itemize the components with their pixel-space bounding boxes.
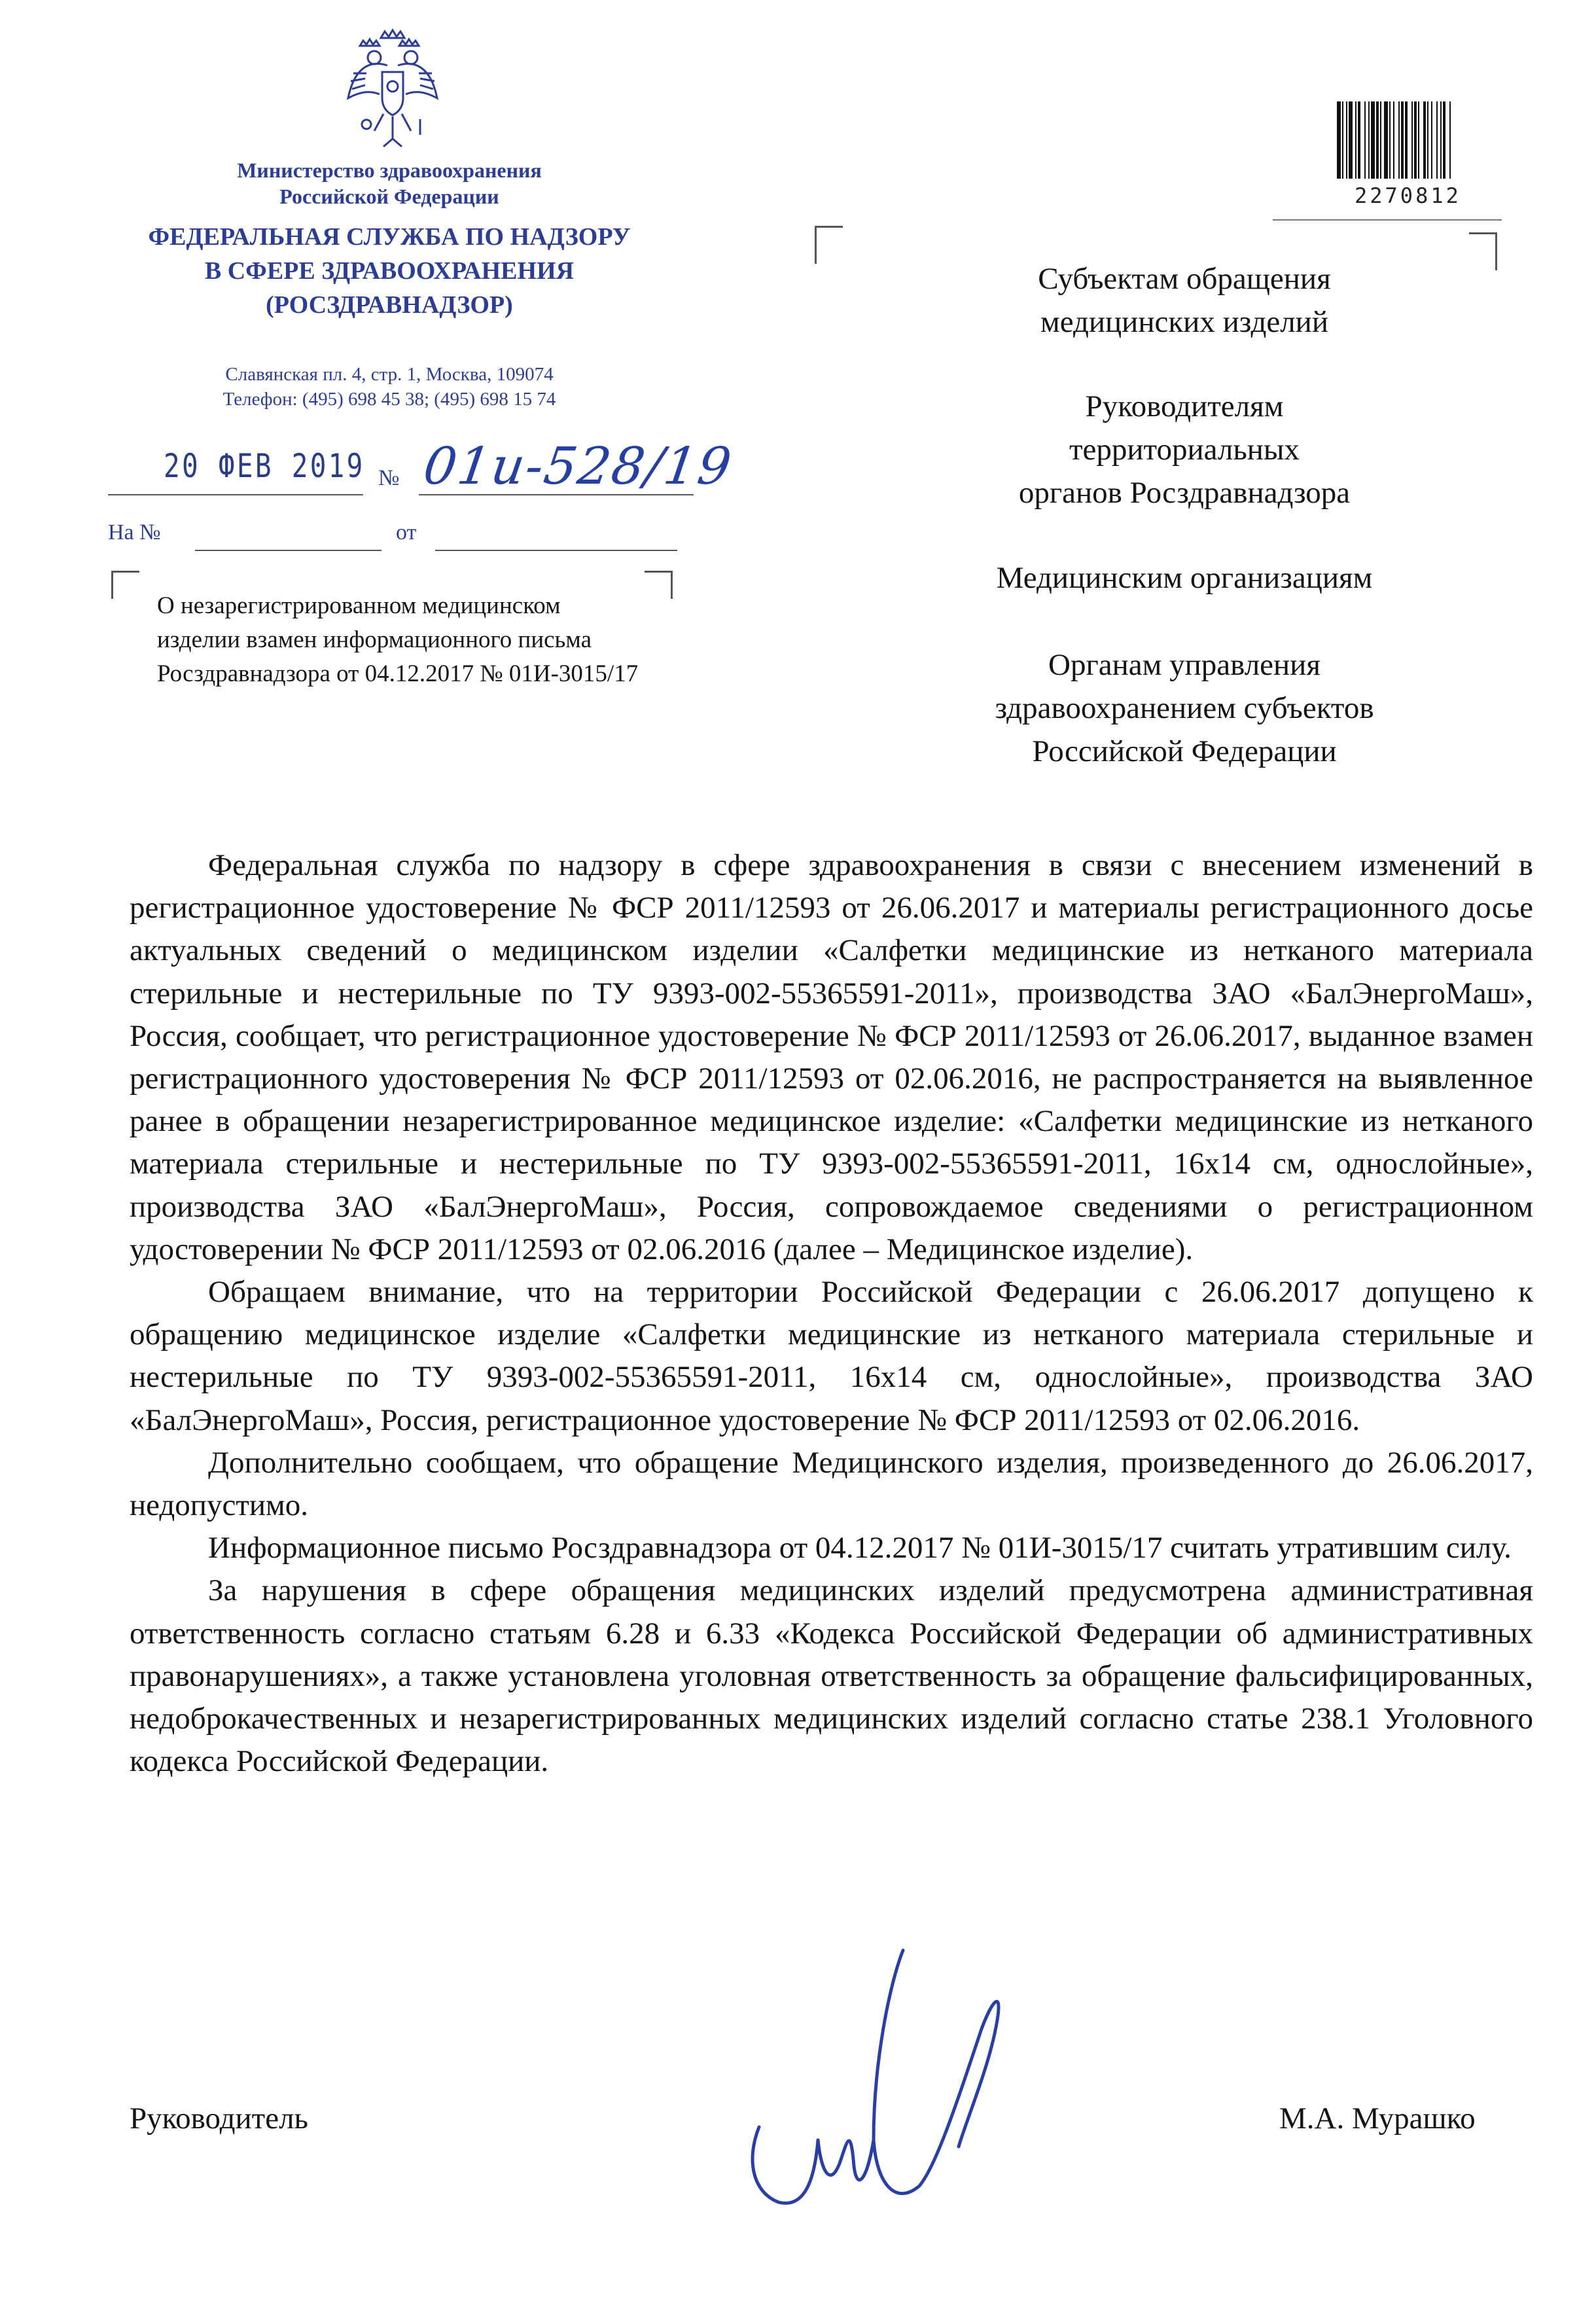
addressee-2-line-3: органов Росздравнадзора [1018, 476, 1351, 510]
from-underline [435, 550, 677, 551]
handwritten-signature-icon [733, 1944, 1073, 2232]
barcode-bar [1337, 101, 1341, 179]
body-paragraph-5: За нарушения в сфере обращения медицинских изделий предусмотрена административная ответственность согласно статьям 6.28 и 6.33 «Кодекса Российской Федерации об административных правонарушениях», а также установлена уголовная ответственность за обращение фальсифицированных, недоброкачественных и незарегистрированных медицинских изделий согласно статье 238.1 Уголовного кодекса Российской Федерации. [130, 1573, 1533, 1779]
barcode-bar [1401, 101, 1404, 179]
addressee-3-line-1: Медицинским организациям [996, 561, 1373, 595]
subject-line-2: изделии взамен информационного письма [157, 626, 592, 653]
letter-date-stamp: 20 ФЕВ 2019 [164, 447, 365, 485]
address-bracket-right [1469, 232, 1497, 270]
barcode-bar [1349, 101, 1353, 179]
addressee-1-line-1: Субъектам обращения [1038, 262, 1331, 296]
body-paragraph-1: Федеральная служба по надзору в сфере здравоохранения в связи с внесением изменений в регистрационное удостоверение № ФСР 2011/12593 от 26.06.2017 и материалы регистрационного досье актуальных сведений о медицинском изделии «Салфетки медицинские из нетканого материала стерильные и нестерильные по ТУ 9393-002-55365591-2011», производства ЗАО «БалЭнергоМаш», Россия, сообщает, что регистрационное удостоверение № ФСР 2011/12593 от 26.06.2017, выданное взамен регистрационного удостоверения № ФСР 2011/12593 от 02.06.2016, не распространяется на выявленное ранее в обращении незарегистрированное медицинское изделие: «Салфетки медицинские из нетканого материала стерильные и нестерильные по ТУ 9393-002-55365591-2011, 16x14 см, однослойные», производства ЗАО «БалЭнергоМаш», Россия, сопровождаемое сведениями о регистрационном удостоверении № ФСР 2011/12593 от 02.06.2016 (далее – Медицинское изделие). [130, 848, 1533, 1266]
addressee-4-line-1: Органам управления [1048, 648, 1321, 682]
body-paragraph-4: Информационное письмо Росздравнадзора от 04.12.2017 № 01И-3015/17 считать утратившим силу. [208, 1531, 1512, 1565]
address: Славянская пл. 4, стр. 1, Москва, 109074 [225, 364, 554, 385]
subject-bracket-left [111, 571, 139, 599]
barcode-bar [1440, 101, 1442, 179]
barcode-underline [1273, 219, 1502, 221]
addressee-4-line-2: здравоохранением субъектов [995, 691, 1374, 725]
barcode-bar [1431, 101, 1432, 179]
barcode-bar [1393, 101, 1394, 179]
barcode-bar [1358, 101, 1360, 179]
barcode-bar [1371, 101, 1375, 179]
ministry-line-1: Министерство здравоохранения [237, 158, 542, 182]
addressee-4 [903, 643, 1466, 773]
barcode-bar [1355, 101, 1357, 179]
signatory-name: М.А. Мурашко [1279, 2101, 1476, 2135]
barcode-bar [1405, 101, 1408, 179]
service-line-2: В СФЕРЕ ЗДРАВООХРАНЕНИЯ [204, 257, 575, 285]
letter-number-handwritten: 01и-528/19 [419, 437, 736, 496]
address-bracket-left [815, 226, 843, 264]
barcode-icon [1332, 95, 1495, 187]
ministry-name [75, 157, 703, 209]
addressee-1-line-2: медицинских изделий [1040, 305, 1328, 339]
ministry-line-2: Российской Федерации [279, 185, 499, 208]
barcode-bar [1364, 101, 1366, 179]
number-sign: № [378, 466, 400, 490]
barcode-bar [1411, 101, 1413, 179]
barcode-bar [1342, 101, 1343, 179]
date-underline [108, 494, 363, 495]
addressee-1 [903, 257, 1466, 344]
barcode-bar [1389, 101, 1391, 179]
body-paragraph-2: Обращаем внимание, что на территории Российской Федерации с 26.06.2017 допущено к обращению медицинское изделие «Салфетки медицинские из нетканого материала стерильные и нестерильные по ТУ 9393-002-55365591-2011, 16x14 см, однослойные», производства ЗАО «БалЭнергоМаш», Россия, регистрационное удостоверение № ФСР 2011/12593 от 02.06.2016. [130, 1275, 1533, 1437]
letterhead-contacts [75, 362, 703, 412]
service-line-1: ФЕДЕРАЛЬНАЯ СЛУЖБА ПО НАДЗОРУ [148, 223, 631, 251]
barcode-bar [1368, 101, 1370, 179]
barcode-bar [1443, 101, 1445, 179]
subject-line-3: Росздравнадзора от 04.12.2017 № 01И-3015/17 [157, 660, 639, 687]
addressee-2 [903, 385, 1466, 514]
barcode-bar [1436, 101, 1438, 179]
barcode-bar [1427, 101, 1428, 179]
barcode-number: 2270812 [1355, 183, 1461, 208]
addressee-2-line-1: Руководителям [1085, 389, 1284, 423]
reference-underline [195, 550, 381, 551]
service-name [75, 220, 703, 322]
barcode-bar [1423, 101, 1426, 179]
addressee-3 [903, 556, 1466, 599]
number-underline [419, 494, 694, 495]
barcode-bar [1346, 101, 1347, 179]
signatory-role: Руководитель [130, 2101, 308, 2135]
barcode-bar [1384, 101, 1388, 179]
reference-label: На № [108, 520, 161, 545]
letter-subject [157, 589, 785, 691]
barcode-bar [1449, 101, 1451, 179]
barcode-bar [1414, 101, 1417, 179]
body-paragraph-3: Дополнительно сообщаем, что обращение Медицинского изделия, произведенного до 26.06.2017, недопустимо. [130, 1445, 1533, 1523]
phone: Телефон: (495) 698 45 38; (495) 698 15 74 [222, 389, 556, 410]
addressee-2-line-2: территориальных [1069, 433, 1300, 467]
russian-coat-of-arms-icon [340, 26, 445, 151]
service-line-3: (РОСЗДРАВНАДЗОР) [266, 291, 513, 319]
barcode-bar [1418, 101, 1419, 179]
barcode-bar [1380, 101, 1381, 179]
letter-body [130, 844, 1533, 1783]
barcode-bar [1398, 101, 1400, 179]
addressee-4-line-3: Российской Федерации [1032, 734, 1337, 768]
barcode-bar [1376, 101, 1379, 179]
subject-line-1: О незарегистрированном медицинском [157, 592, 561, 619]
from-label: от [396, 520, 417, 545]
